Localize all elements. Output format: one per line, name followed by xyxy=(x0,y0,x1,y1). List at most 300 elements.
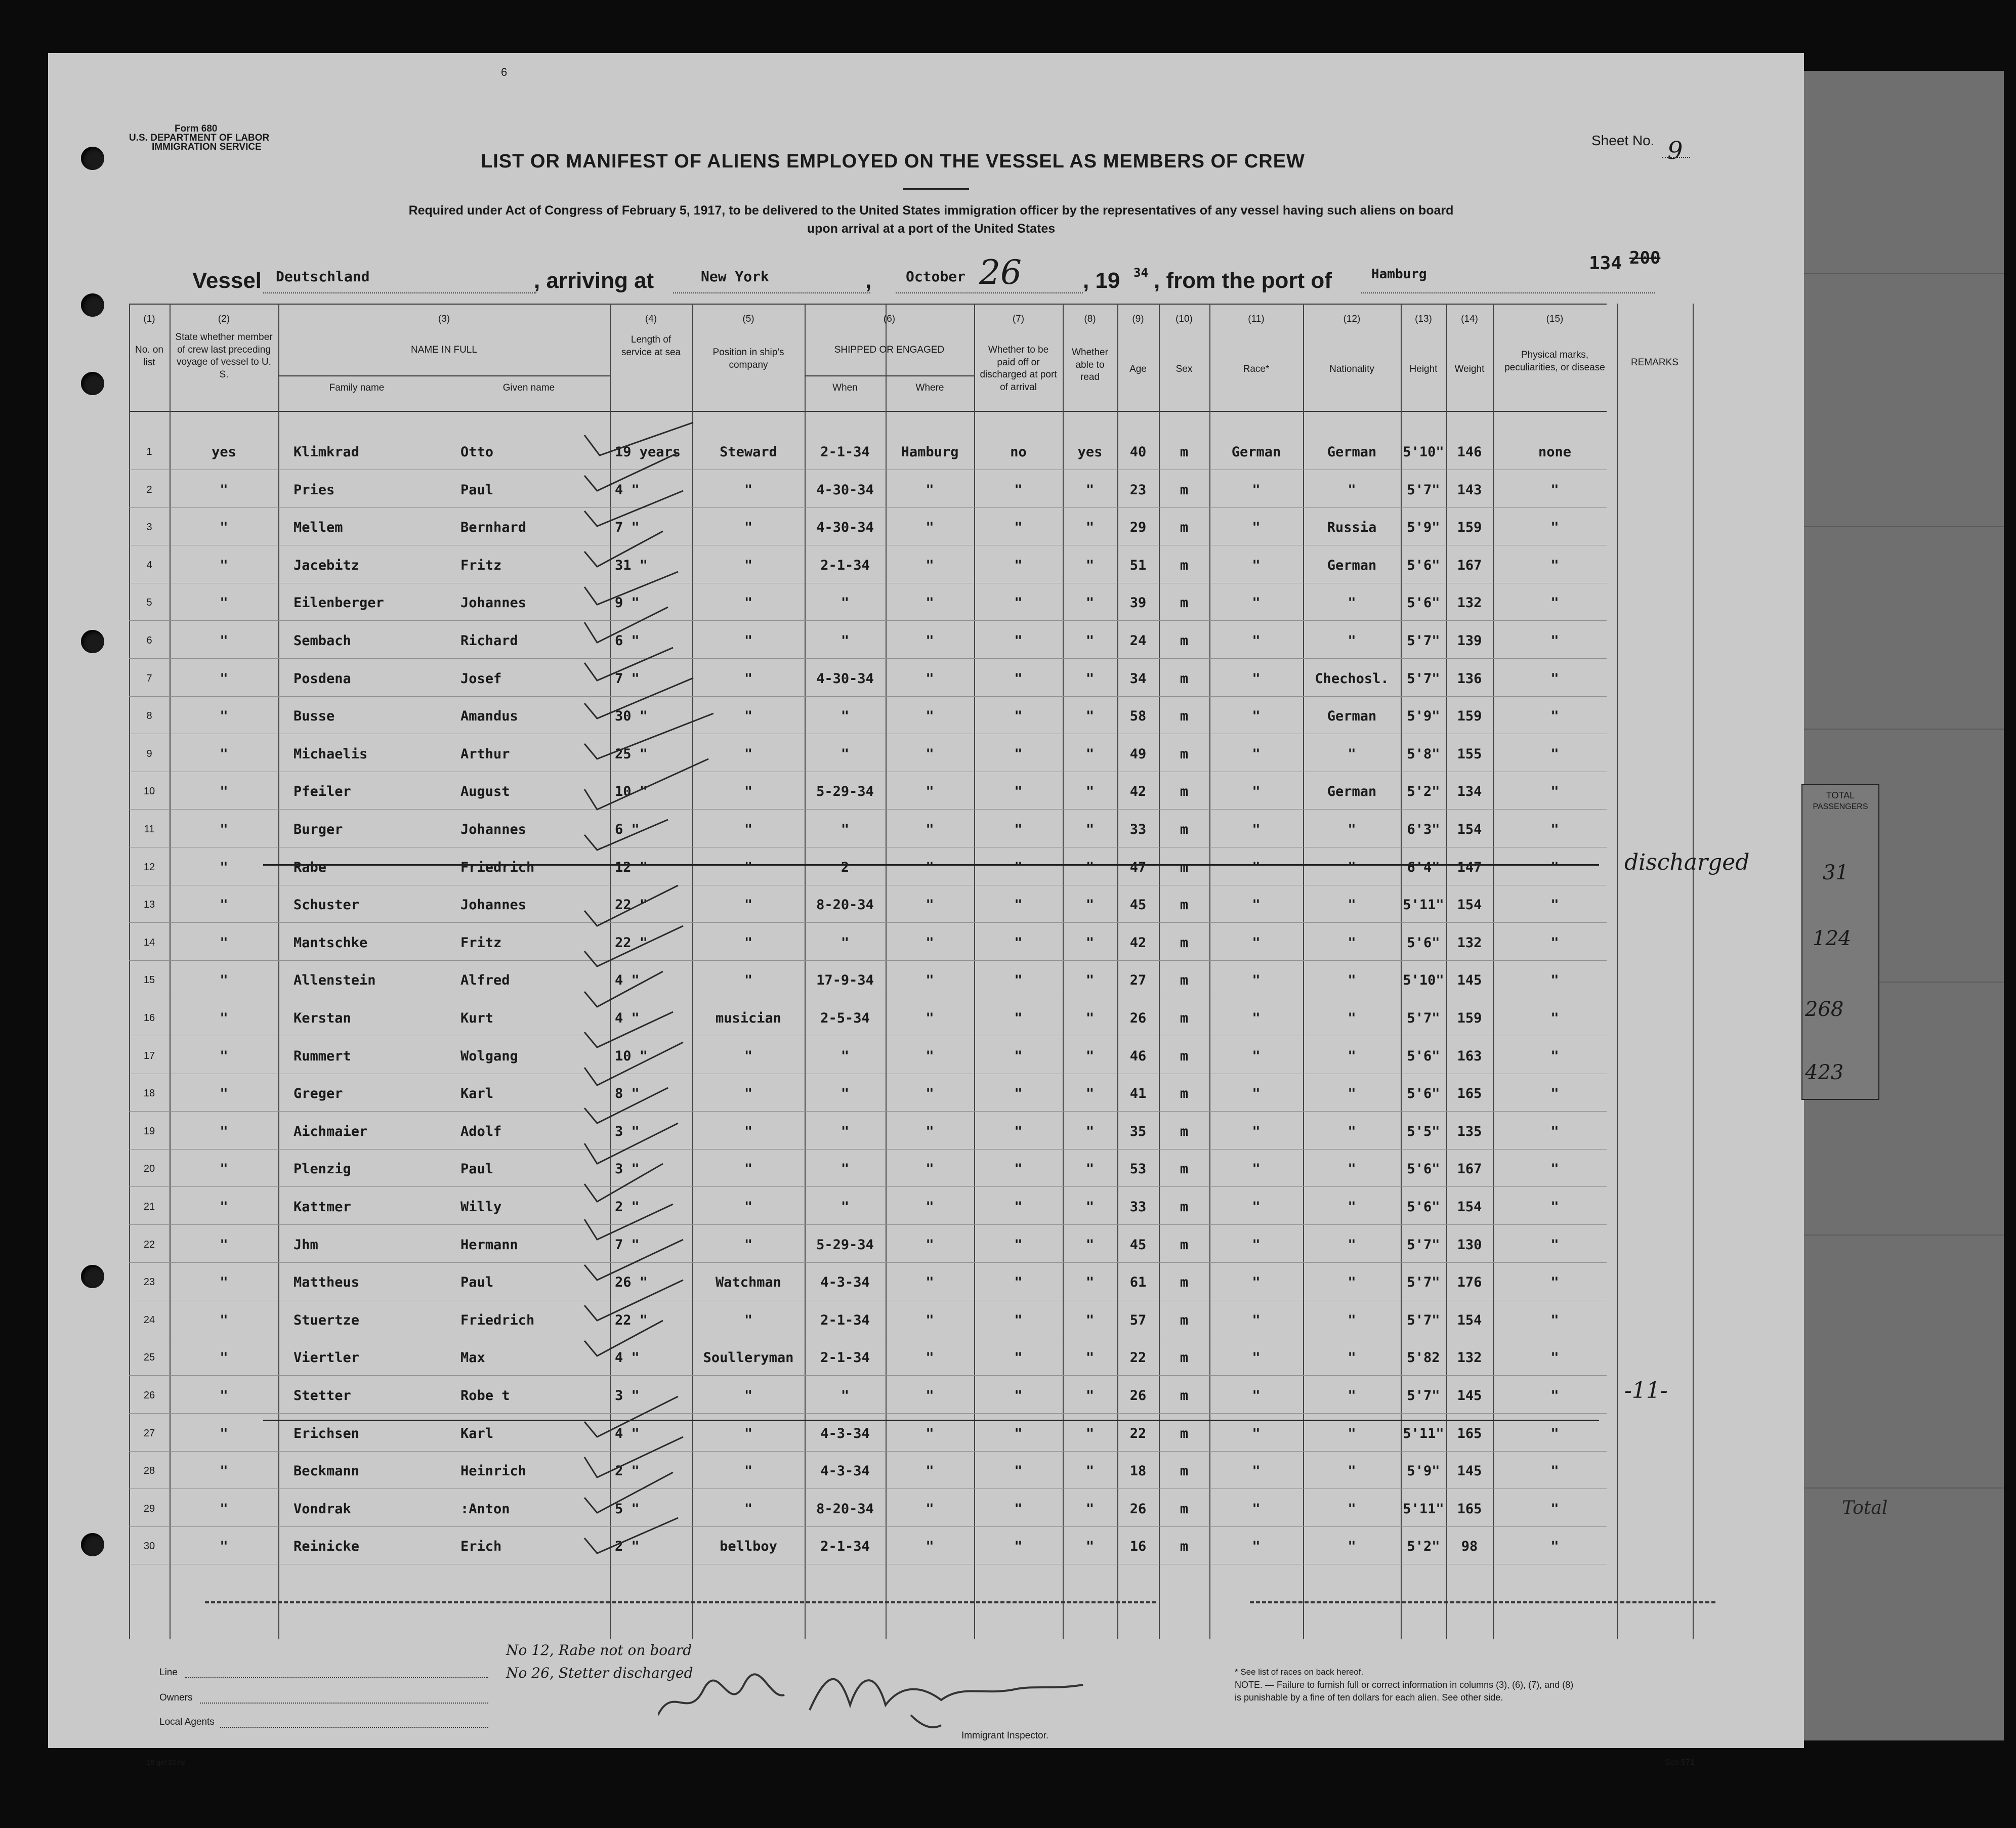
cell-race: " xyxy=(1252,482,1261,498)
cell-paid: " xyxy=(1014,557,1023,573)
cell-given: Kurt xyxy=(460,1010,494,1026)
cell-paid: " xyxy=(1014,1463,1023,1479)
cell-no: 17 xyxy=(143,1050,155,1061)
cell-age: 45 xyxy=(1129,897,1147,913)
arrival-year: 34 xyxy=(1133,266,1148,280)
row-rule xyxy=(129,658,1607,659)
cell-nat: " xyxy=(1348,1501,1356,1517)
row-rule xyxy=(129,1413,1607,1414)
cell-where: " xyxy=(926,1161,934,1177)
cell-height: 5'7" xyxy=(1407,1312,1440,1328)
cell-race: " xyxy=(1252,1388,1261,1404)
cell-paid: " xyxy=(1014,1010,1023,1026)
cell-position: Steward xyxy=(720,444,777,460)
cell-when: 4-3-34 xyxy=(820,1463,870,1479)
cell-prev: " xyxy=(220,670,228,687)
cell-no: 1 xyxy=(146,446,152,457)
cell-read: " xyxy=(1085,934,1095,951)
cell-marks: " xyxy=(1550,1010,1559,1026)
cell-paid: " xyxy=(1014,1123,1023,1139)
cell-no: 24 xyxy=(143,1314,155,1326)
cell-paid: " xyxy=(1014,784,1023,800)
cell-paid: " xyxy=(1014,1086,1023,1102)
column-number: (10) xyxy=(1175,314,1193,324)
cell-prev: " xyxy=(220,482,228,498)
cell-prev: " xyxy=(220,784,228,800)
column-number: (6) xyxy=(883,314,896,324)
cell-no: 21 xyxy=(143,1201,155,1212)
cell-race: " xyxy=(1252,1123,1261,1139)
cell-sex: m xyxy=(1180,557,1189,573)
cell-service: 6 " xyxy=(615,633,640,649)
cell-race: " xyxy=(1252,670,1261,687)
cell-nat: " xyxy=(1348,1048,1356,1064)
cell-weight: 159 xyxy=(1457,708,1482,725)
row-rule xyxy=(129,1186,1607,1187)
cell-weight: 154 xyxy=(1457,897,1482,913)
cell-family: Schuster xyxy=(293,897,360,913)
column-number: (4) xyxy=(645,314,657,324)
column-number: (12) xyxy=(1343,314,1361,324)
cell-where: " xyxy=(926,1086,934,1102)
cell-prev: " xyxy=(220,1425,228,1441)
cell-marks: " xyxy=(1550,633,1559,649)
cell-height: 5'6" xyxy=(1407,1086,1440,1102)
cell-position: " xyxy=(744,1048,753,1064)
cell-read: " xyxy=(1085,633,1095,649)
cell-prev: " xyxy=(220,1463,228,1479)
cell-position: " xyxy=(744,557,753,573)
row-rule xyxy=(129,1262,1607,1263)
arriving-label: , arriving at xyxy=(534,268,654,293)
column-header: NAME IN FULL xyxy=(411,345,477,355)
cell-height: 5'8" xyxy=(1407,746,1440,762)
cell-sex: m xyxy=(1180,1312,1189,1328)
service-name: IMMIGRATION SERVICE xyxy=(152,142,262,152)
row-rule xyxy=(129,960,1607,961)
cell-sex: m xyxy=(1180,1237,1189,1253)
cell-read: " xyxy=(1085,482,1095,498)
cell-where: " xyxy=(926,520,934,536)
cell-given: Johannes xyxy=(460,897,527,913)
cell-paid: " xyxy=(1014,708,1023,725)
cell-given: Max xyxy=(460,1350,485,1366)
cell-height: 5'7" xyxy=(1407,633,1440,649)
cell-paid: " xyxy=(1014,633,1023,649)
cell-age: 29 xyxy=(1129,520,1147,536)
cell-marks: " xyxy=(1550,1539,1559,1555)
cell-family: Erichsen xyxy=(293,1425,360,1441)
cell-given: Friedrich xyxy=(460,1312,535,1328)
cell-read: " xyxy=(1085,557,1095,573)
cell-nat: " xyxy=(1348,595,1356,611)
vessel-name: Deutschland xyxy=(276,268,370,285)
title-rule xyxy=(903,188,969,190)
cell-when: 2 xyxy=(841,859,850,875)
cell-nat: " xyxy=(1348,746,1356,762)
cell-position: " xyxy=(744,859,753,875)
cell-position: " xyxy=(744,595,753,611)
cell-nat: " xyxy=(1348,1199,1356,1215)
cell-given: Hermann xyxy=(460,1237,518,1253)
cell-family: Burger xyxy=(293,822,343,837)
cell-where: " xyxy=(926,1237,934,1253)
cell-height: 5'9" xyxy=(1407,520,1440,536)
cell-marks: " xyxy=(1550,482,1559,498)
cell-when: 8-20-34 xyxy=(816,897,874,913)
cell-when: " xyxy=(841,1199,850,1215)
cell-nat: " xyxy=(1348,1237,1356,1253)
cell-nat: " xyxy=(1348,934,1356,951)
cell-sex: m xyxy=(1180,1199,1189,1215)
cell-height: 5'10" xyxy=(1403,972,1444,989)
cell-service: 10 " xyxy=(615,784,648,800)
column-number: (13) xyxy=(1415,314,1432,324)
cell-height: 5'7" xyxy=(1407,1274,1440,1291)
row-rule xyxy=(129,1149,1607,1150)
row-rule xyxy=(129,507,1607,508)
owners-label: Owners xyxy=(159,1692,193,1703)
cell-no: 5 xyxy=(146,597,152,609)
cell-given: Willy xyxy=(460,1199,502,1215)
owners-field xyxy=(200,1703,488,1704)
cell-age: 18 xyxy=(1129,1463,1147,1479)
cell-when: 4-30-34 xyxy=(816,520,874,536)
cell-weight: 165 xyxy=(1457,1425,1482,1441)
cell-paid: " xyxy=(1014,1048,1023,1064)
cell-when: 4-3-34 xyxy=(820,1274,870,1291)
cell-no: 6 xyxy=(146,635,152,646)
cell-family: Beckmann xyxy=(293,1463,360,1479)
cell-prev: " xyxy=(220,633,228,649)
cell-service: 5 " xyxy=(615,1501,640,1517)
cell-nat: " xyxy=(1348,1425,1356,1441)
cell-where: " xyxy=(926,1425,934,1441)
cell-weight: 145 xyxy=(1457,1463,1482,1479)
cell-sex: m xyxy=(1180,1086,1189,1102)
cell-nat: " xyxy=(1348,1388,1356,1404)
cell-age: 33 xyxy=(1129,1199,1147,1215)
cell-paid: " xyxy=(1014,859,1023,875)
cell-nat: Chechosl. xyxy=(1315,670,1389,687)
cell-prev: " xyxy=(220,746,228,762)
cell-no: 13 xyxy=(143,899,155,911)
cell-no: 27 xyxy=(143,1427,155,1439)
cell-paid: " xyxy=(1014,746,1023,762)
cell-weight: 134 xyxy=(1457,784,1482,800)
table-header-rule xyxy=(129,411,1607,412)
port-line xyxy=(673,292,870,293)
cell-given: Fritz xyxy=(460,557,502,573)
cell-height: 5'6" xyxy=(1407,934,1440,951)
cell-age: 57 xyxy=(1129,1312,1147,1328)
column-header: Position in ship's company xyxy=(712,347,784,370)
cell-family: Mattheus xyxy=(293,1274,360,1291)
cell-marks: " xyxy=(1550,1388,1559,1404)
cell-marks: " xyxy=(1550,557,1559,573)
cell-sex: m xyxy=(1180,746,1189,762)
cell-weight: 139 xyxy=(1457,633,1482,649)
cell-position: " xyxy=(744,1501,753,1517)
cell-age: 45 xyxy=(1129,1237,1147,1253)
cell-family: Jhm xyxy=(293,1237,318,1253)
binder-hole xyxy=(81,147,104,170)
cell-marks: " xyxy=(1550,1274,1559,1291)
cell-position: " xyxy=(744,1237,753,1253)
cell-given: Robe t xyxy=(460,1388,510,1404)
cell-position: " xyxy=(744,822,753,837)
cell-weight: 145 xyxy=(1457,1388,1482,1404)
row-rule xyxy=(129,1224,1607,1225)
cell-weight: 132 xyxy=(1457,1350,1482,1366)
cell-paid: " xyxy=(1014,1237,1023,1253)
cell-no: 18 xyxy=(143,1088,155,1099)
cell-weight: 145 xyxy=(1457,972,1482,989)
cell-remarks: -11- xyxy=(1624,1378,1668,1404)
cell-sex: m xyxy=(1180,595,1189,611)
cell-paid: " xyxy=(1014,972,1023,989)
row-rule xyxy=(129,1451,1607,1452)
cell-height: 6'3" xyxy=(1407,822,1440,837)
arrival-port: New York xyxy=(701,268,769,285)
cell-given: Alfred xyxy=(460,972,510,989)
cell-given: Erich xyxy=(460,1539,502,1555)
subtitle-line-1: Required under Act of Congress of February 5, 1917, to be delivered to the United States immigration officer by the representatives of any vessel having such aliens on board xyxy=(408,203,1454,218)
cell-no: 4 xyxy=(146,559,152,571)
cell-position: " xyxy=(744,1161,753,1177)
cell-height: 5'6" xyxy=(1407,557,1440,573)
cell-weight: 154 xyxy=(1457,1199,1482,1215)
cell-given: Johannes xyxy=(460,822,527,837)
cell-given: Heinrich xyxy=(460,1463,527,1479)
cell-remarks: discharged xyxy=(1624,849,1750,875)
cell-weight: 146 xyxy=(1457,444,1482,460)
cell-position: " xyxy=(744,633,753,649)
column-header: No. on list xyxy=(135,345,163,368)
cell-nat: " xyxy=(1348,859,1356,875)
cell-height: 5'11" xyxy=(1403,897,1444,913)
cell-service: 12 " xyxy=(615,859,648,875)
cell-given: Karl xyxy=(460,1086,494,1102)
cell-read: " xyxy=(1085,859,1095,875)
cell-position: " xyxy=(744,520,753,536)
column-number: (7) xyxy=(1012,314,1025,324)
cell-sex: m xyxy=(1180,633,1189,649)
cell-family: Kattmer xyxy=(293,1199,351,1215)
cell-marks: " xyxy=(1550,1048,1559,1064)
cell-weight: 167 xyxy=(1457,1161,1482,1177)
cell-race: " xyxy=(1252,1274,1261,1291)
cell-age: 39 xyxy=(1129,595,1147,611)
cell-when: " xyxy=(841,595,850,611)
cell-race: " xyxy=(1252,934,1261,951)
given-name-header: Given name xyxy=(502,382,555,393)
cell-when: 5-29-34 xyxy=(816,784,874,800)
cell-weight: 159 xyxy=(1457,520,1482,536)
cell-position: Soulleryman xyxy=(703,1350,794,1366)
cell-family: Sembach xyxy=(293,633,351,649)
cell-prev: " xyxy=(220,1237,228,1253)
cell-position: " xyxy=(744,1388,753,1404)
row-rule xyxy=(129,1111,1607,1112)
cell-race: " xyxy=(1252,746,1261,762)
cell-marks: " xyxy=(1550,520,1559,536)
cell-when: " xyxy=(841,633,850,649)
cell-where: " xyxy=(926,708,934,725)
cell-height: 5'5" xyxy=(1407,1123,1440,1139)
arrival-day: 26 xyxy=(979,253,1022,292)
cell-service: 4 " xyxy=(615,1010,640,1026)
family-name-header: Family name xyxy=(329,382,385,393)
column-header: Weight xyxy=(1454,364,1485,374)
side-total-value: 268 xyxy=(1805,998,1844,1021)
cell-age: 61 xyxy=(1129,1274,1147,1291)
end-of-list-rule xyxy=(205,1601,1156,1603)
column-number: (14) xyxy=(1461,314,1478,324)
page-count-struck: 200 xyxy=(1629,248,1661,268)
cell-family: Pfeiler xyxy=(293,784,351,800)
arrival-month: October xyxy=(906,268,966,285)
cell-given: Paul xyxy=(460,482,494,498)
strike-row-26 xyxy=(263,1420,1599,1421)
side-total-value: 124 xyxy=(1813,927,1852,950)
cell-when: " xyxy=(841,934,850,951)
cell-given: :Anton xyxy=(460,1501,510,1517)
sheet-number-value: 9 xyxy=(1667,137,1683,165)
cell-age: 26 xyxy=(1129,1388,1147,1404)
cell-read: " xyxy=(1085,1463,1095,1479)
cell-position: " xyxy=(744,784,753,800)
cell-position: " xyxy=(744,1463,753,1479)
cell-marks: " xyxy=(1550,822,1559,837)
cell-given: Wolgang xyxy=(460,1048,518,1064)
handwritten-note-2: No 26, Stetter discharged xyxy=(506,1665,693,1681)
cell-age: 22 xyxy=(1129,1425,1147,1441)
page-title: LIST OR MANIFEST OF ALIENS EMPLOYED ON THE VESSEL AS MEMBERS OF CREW xyxy=(481,151,1305,172)
cell-no: 10 xyxy=(143,786,155,797)
cell-marks: " xyxy=(1550,1086,1559,1102)
cell-position: " xyxy=(744,1425,753,1441)
cell-service: 9 " xyxy=(615,595,640,611)
column-number: (1) xyxy=(143,314,155,324)
cell-race: " xyxy=(1252,708,1261,725)
cell-when: 5-29-34 xyxy=(816,1237,874,1253)
column-header: Race* xyxy=(1243,364,1270,374)
cell-paid: " xyxy=(1014,822,1023,837)
cell-family: Reinicke xyxy=(293,1539,360,1555)
cell-nat: German xyxy=(1327,784,1377,800)
cell-where: " xyxy=(926,482,934,498)
cell-race: " xyxy=(1252,859,1261,875)
cell-service: 22 " xyxy=(615,934,648,951)
cell-race: " xyxy=(1252,1161,1261,1177)
cell-family: Allenstein xyxy=(293,972,376,989)
column-header: Whether able to read xyxy=(1072,347,1108,383)
cell-family: Aichmaier xyxy=(293,1123,368,1139)
cell-sex: m xyxy=(1180,1010,1189,1026)
cell-height: 5'2" xyxy=(1407,784,1440,800)
cell-age: 47 xyxy=(1129,859,1147,875)
cell-read: " xyxy=(1085,784,1095,800)
cell-read: " xyxy=(1085,972,1095,989)
cell-prev: " xyxy=(220,1388,228,1404)
cell-paid: " xyxy=(1014,1161,1023,1177)
cell-given: Otto xyxy=(460,444,494,460)
cell-height: 5'6" xyxy=(1407,1199,1440,1215)
cell-race: " xyxy=(1252,1501,1261,1517)
cell-age: 42 xyxy=(1129,934,1147,951)
cell-prev: " xyxy=(220,859,228,875)
cell-family: Stetter xyxy=(293,1388,351,1404)
cell-sex: m xyxy=(1180,1350,1189,1366)
column-header: Age xyxy=(1129,364,1147,374)
cell-read: " xyxy=(1085,897,1095,913)
cell-prev: " xyxy=(220,1010,228,1026)
cell-prev: " xyxy=(220,1312,228,1328)
cell-service: 8 " xyxy=(615,1086,640,1102)
cell-read: " xyxy=(1085,1312,1095,1328)
cell-age: 40 xyxy=(1129,444,1147,460)
cell-paid: no xyxy=(1010,444,1027,460)
cell-prev: " xyxy=(220,1539,228,1555)
cell-no: 16 xyxy=(143,1012,155,1024)
cell-sex: m xyxy=(1180,444,1189,460)
cell-where: " xyxy=(926,1539,934,1555)
cell-service: 3 " xyxy=(615,1161,640,1177)
cell-no: 23 xyxy=(143,1277,155,1288)
cell-where: " xyxy=(926,972,934,989)
where-header: Where xyxy=(915,382,944,393)
cell-race: " xyxy=(1252,1199,1261,1215)
cell-sex: m xyxy=(1180,1274,1189,1291)
cell-family: Eilenberger xyxy=(293,595,384,611)
cell-age: 22 xyxy=(1129,1350,1147,1366)
cell-sex: m xyxy=(1180,1123,1189,1139)
cell-service: 10 " xyxy=(615,1048,648,1064)
cell-prev: " xyxy=(220,822,228,837)
cell-age: 42 xyxy=(1129,784,1147,800)
cell-given: Josef xyxy=(460,670,502,687)
cell-age: 24 xyxy=(1129,633,1147,649)
cell-when: " xyxy=(841,1086,850,1102)
name-subheader-rule xyxy=(278,375,610,376)
cell-read: " xyxy=(1085,1123,1095,1139)
cell-weight: 163 xyxy=(1457,1048,1482,1064)
cell-where: " xyxy=(926,1123,934,1139)
cell-prev: " xyxy=(220,557,228,573)
cell-service: 22 " xyxy=(615,897,648,913)
cell-sex: m xyxy=(1180,897,1189,913)
cell-weight: 147 xyxy=(1457,859,1482,875)
cell-where: " xyxy=(926,1501,934,1517)
cell-weight: 154 xyxy=(1457,1312,1482,1328)
cell-family: Rummert xyxy=(293,1048,351,1064)
cell-prev: " xyxy=(220,1086,228,1102)
cell-position: " xyxy=(744,972,753,989)
cell-weight: 176 xyxy=(1457,1274,1482,1291)
row-rule xyxy=(129,620,1607,621)
cell-read: " xyxy=(1085,708,1095,725)
cell-nat: " xyxy=(1348,1086,1356,1102)
cell-race: " xyxy=(1252,1010,1261,1026)
department-name: U.S. DEPARTMENT OF LABOR xyxy=(129,133,270,143)
cell-where: " xyxy=(926,1199,934,1215)
top-mark: 6 xyxy=(501,66,508,78)
cell-no: 8 xyxy=(146,710,152,722)
sheet-number-label: Sheet No. xyxy=(1591,133,1655,148)
cell-height: 5'11" xyxy=(1403,1425,1444,1441)
table-top-rule xyxy=(129,304,1607,305)
